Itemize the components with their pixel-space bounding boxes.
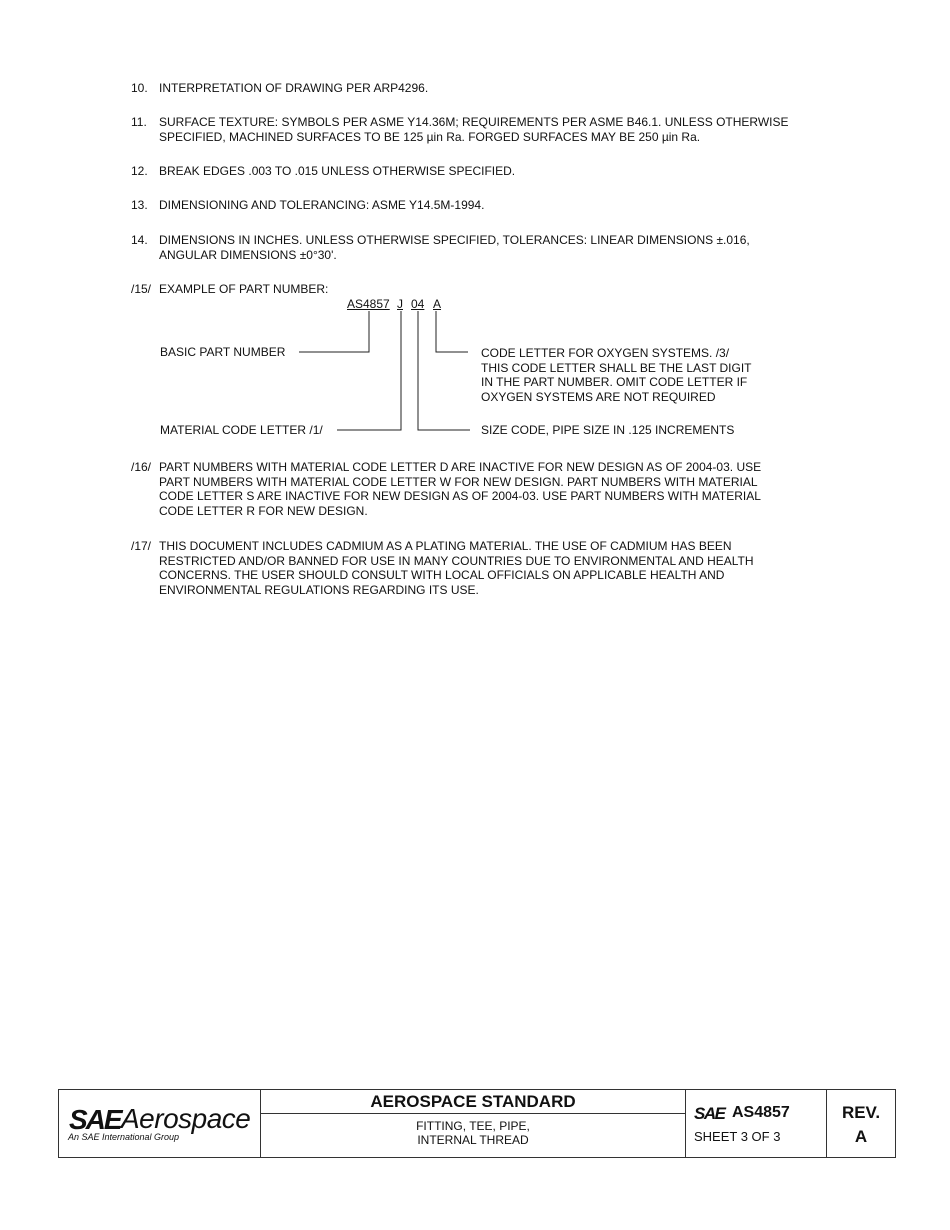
note-number: 13. [131, 198, 148, 212]
note-16 [131, 460, 831, 518]
standard-description: FITTING, TEE, PIPE, INTERNAL THREAD [416, 1119, 530, 1147]
basic-part-number-label: BASIC PART NUMBER [160, 345, 286, 359]
note-number: /17/ [131, 539, 152, 553]
oxygen-code-label: CODE LETTER FOR OXYGEN SYSTEMS. /3/ THIS CODE LETTER SHALL BE THE LAST DIGIT IN THE PART NUMBER. OMIT CODE LETTER IF OXYGEN SYSTEMS ARE NOT REQUIRED [481, 346, 752, 404]
document-number: AS4857 [732, 1104, 790, 1121]
note-text: THIS DOCUMENT INCLUDES CADMIUM AS A PLATING MATERIAL. THE USE OF CADMIUM HAS BEEN RESTRICTED AND/OR BANNED FOR USE IN MANY COUNTRIES DUE TO ENVIRONMENTAL AND HEALTH CONCERNS. THE USER SHOULD CONSULT WITH LOCAL OFFICIALS ON APPLICABLE HEALTH AND ENVIRONMENTAL REGULATIONS REGARDING ITS USE. [159, 539, 754, 597]
revision-cell [827, 1090, 895, 1157]
pn-base: AS4857 [347, 297, 390, 311]
logo-cell [59, 1090, 261, 1157]
note-number: 14. [131, 233, 148, 247]
note-text: DIMENSIONS IN INCHES. UNLESS OTHERWISE SPECIFIED, TOLERANCES: LINEAR DIMENSIONS ±.016, ANGULAR DIMENSIONS ±0°30'. [159, 233, 750, 262]
pn-size: 04 [411, 297, 425, 311]
note-text: EXAMPLE OF PART NUMBER: [159, 282, 329, 296]
note-17 [131, 539, 831, 597]
note-text: INTERPRETATION OF DRAWING PER ARP4296. [159, 81, 429, 95]
standard-title: AEROSPACE STANDARD [261, 1090, 685, 1114]
aerospace-logo-text: Aerospace [121, 1103, 251, 1134]
basic-leader-line [299, 311, 369, 352]
doc-number-cell [686, 1090, 827, 1157]
note-text: DIMENSIONING AND TOLERANCING: ASME Y14.5M-1994. [159, 198, 485, 212]
size-code-label: SIZE CODE, PIPE SIZE IN .125 INCREMENTS [481, 423, 735, 437]
material-code-label: MATERIAL CODE LETTER /1/ [160, 423, 323, 437]
note-number: 12. [131, 164, 148, 178]
revision-label: REV. [841, 1103, 881, 1122]
note-number: /16/ [131, 460, 152, 474]
note-number: 11. [131, 115, 147, 129]
note-text: PART NUMBERS WITH MATERIAL CODE LETTER D ARE INACTIVE FOR NEW DESIGN AS OF 2004-03. USE PART NUMBERS WITH MATERIAL CODE LETTER W FOR NEW DESIGN. PART NUMBERS WITH MATERIAL CODE LETTER S ARE INACTIVE FOR NEW DESIGN AS OF 2004-03. USE PART NUMBERS WITH MATERIAL CODE LETTER R FOR NEW DESIGN. [159, 460, 762, 518]
title-cell [261, 1090, 686, 1157]
sae-logo: SAE [69, 1104, 121, 1135]
pn-code: A [433, 297, 442, 311]
sheet-number: SHEET 3 OF 3 [694, 1129, 781, 1144]
logo-subtitle: An SAE International Group [68, 1132, 180, 1142]
sae-mini-logo: SAE [694, 1104, 725, 1123]
revision-value: A [854, 1127, 868, 1146]
pn-material: J [397, 297, 403, 311]
note-text: SURFACE TEXTURE: SYMBOLS PER ASME Y14.36M; REQUIREMENTS PER ASME B46.1. UNLESS OTHERWISE SPECIFIED, MACHINED SURFACES TO BE 125 µin Ra. FORGED SURFACES MAY BE 250 µin Ra. [159, 115, 789, 144]
note-text: BREAK EDGES .003 TO .015 UNLESS OTHERWISE SPECIFIED. [159, 164, 516, 178]
size-leader-line [418, 311, 470, 430]
note-number: /15/ [131, 282, 152, 296]
note-number: 10. [131, 81, 148, 95]
oxygen-leader-line [436, 311, 468, 352]
title-block [58, 1089, 896, 1158]
